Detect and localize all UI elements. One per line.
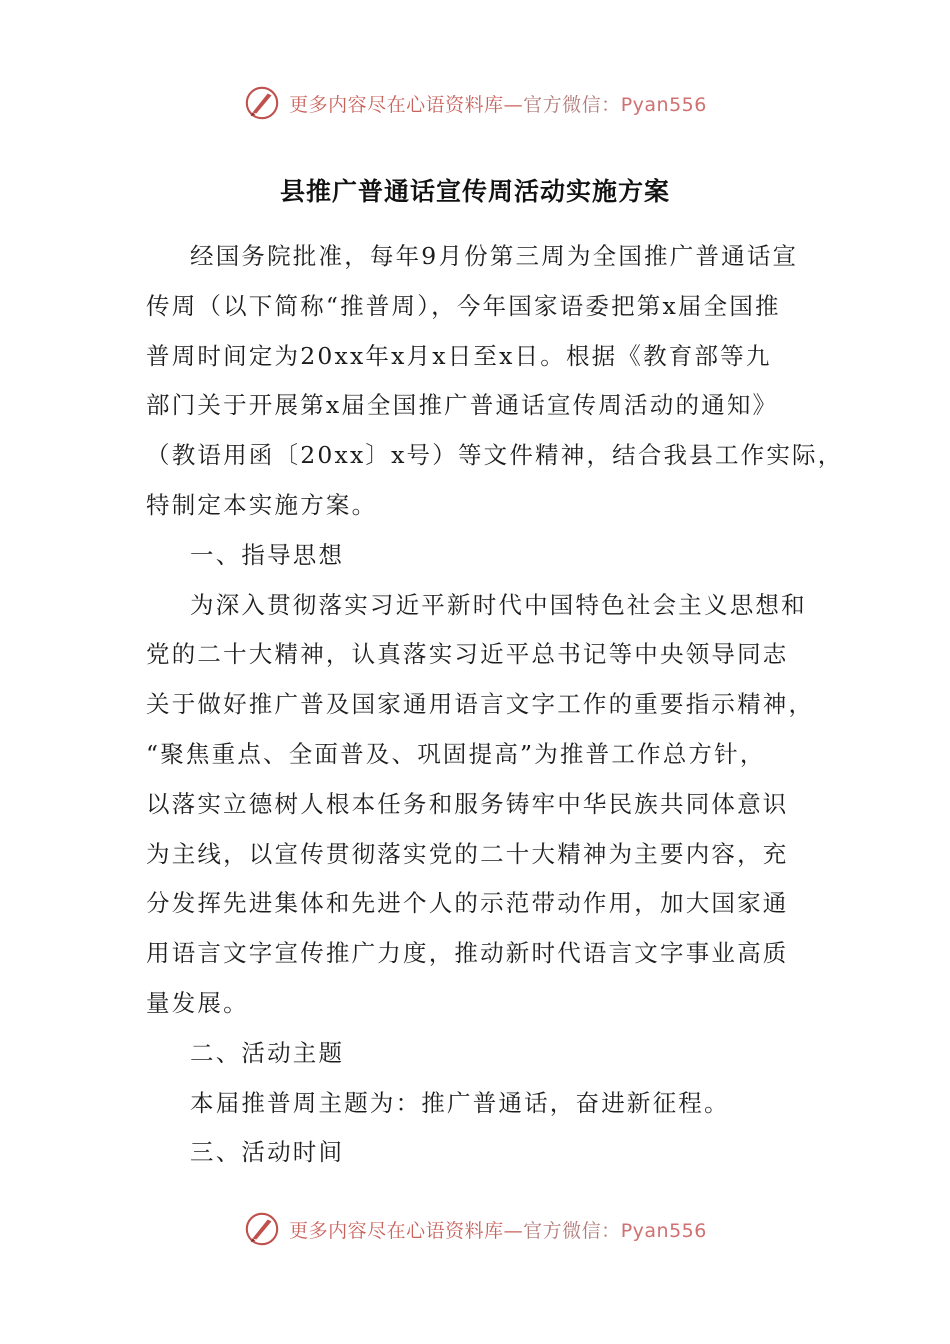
quill-logo-icon [243, 1210, 281, 1248]
text-line: 部门关于开展第x届全国推广普通话宣传周活动的通知》 [146, 391, 779, 420]
text-line: 传周（以下简称“推普周），今年国家语委把第x届全国推 [146, 291, 781, 320]
text-line: （教语用函〔20xx〕x号）等文件精神，结合我县工作实际， [146, 441, 844, 470]
text-line: 三、活动时间 [190, 1138, 345, 1167]
text-line: 本届推普周主题为：推广普通话，奋进新征程。 [190, 1088, 730, 1117]
text-line: 特制定本实施方案。 [146, 490, 378, 519]
text-line: “聚焦重点、全面普及、巩固提高”为推普工作总方针， [146, 739, 766, 768]
text-line: 以落实立德树人根本任务和服务铸牢中华民族共同体意识 [146, 789, 789, 818]
header-banner [0, 78, 950, 128]
banner-text: 更多内容尽在心语资料库—官方微信：Pyan556 [289, 1219, 707, 1242]
text-line: 普周时间定为20xx年x月x日至x日。根据《教育部等九 [146, 341, 772, 370]
text-line: 用语言文字宣传推广力度，推动新时代语言文字事业高质 [146, 939, 789, 968]
text-line: 为深入贯彻落实习近平新时代中国特色社会主义思想和 [190, 590, 807, 619]
quill-logo-icon [243, 84, 281, 122]
footer-banner [0, 1204, 950, 1254]
text-line: 二、活动主题 [190, 1038, 345, 1067]
document-title: 县推广普通话宣传周活动实施方案 [279, 177, 670, 206]
text-line: 分发挥先进集体和先进个人的示范带动作用，加大国家通 [146, 889, 789, 918]
text-line: 经国务院批准，每年9月份第三周为全国推广普通话宣 [190, 242, 799, 270]
text-line: 党的二十大精神，认真落实习近平总书记等中央领导同志 [146, 640, 789, 669]
text-line: 关于做好推广普及国家通用语言文字工作的重要指示精神， [146, 690, 815, 719]
text-line: 为主线，以宣传贯彻落实党的二十大精神为主要内容，充 [146, 839, 789, 868]
banner-text: 更多内容尽在心语资料库—官方微信：Pyan556 [289, 93, 707, 116]
document-body [146, 232, 844, 1178]
text-line: 一、指导思想 [190, 540, 345, 569]
text-line: 量发展。 [146, 988, 249, 1017]
